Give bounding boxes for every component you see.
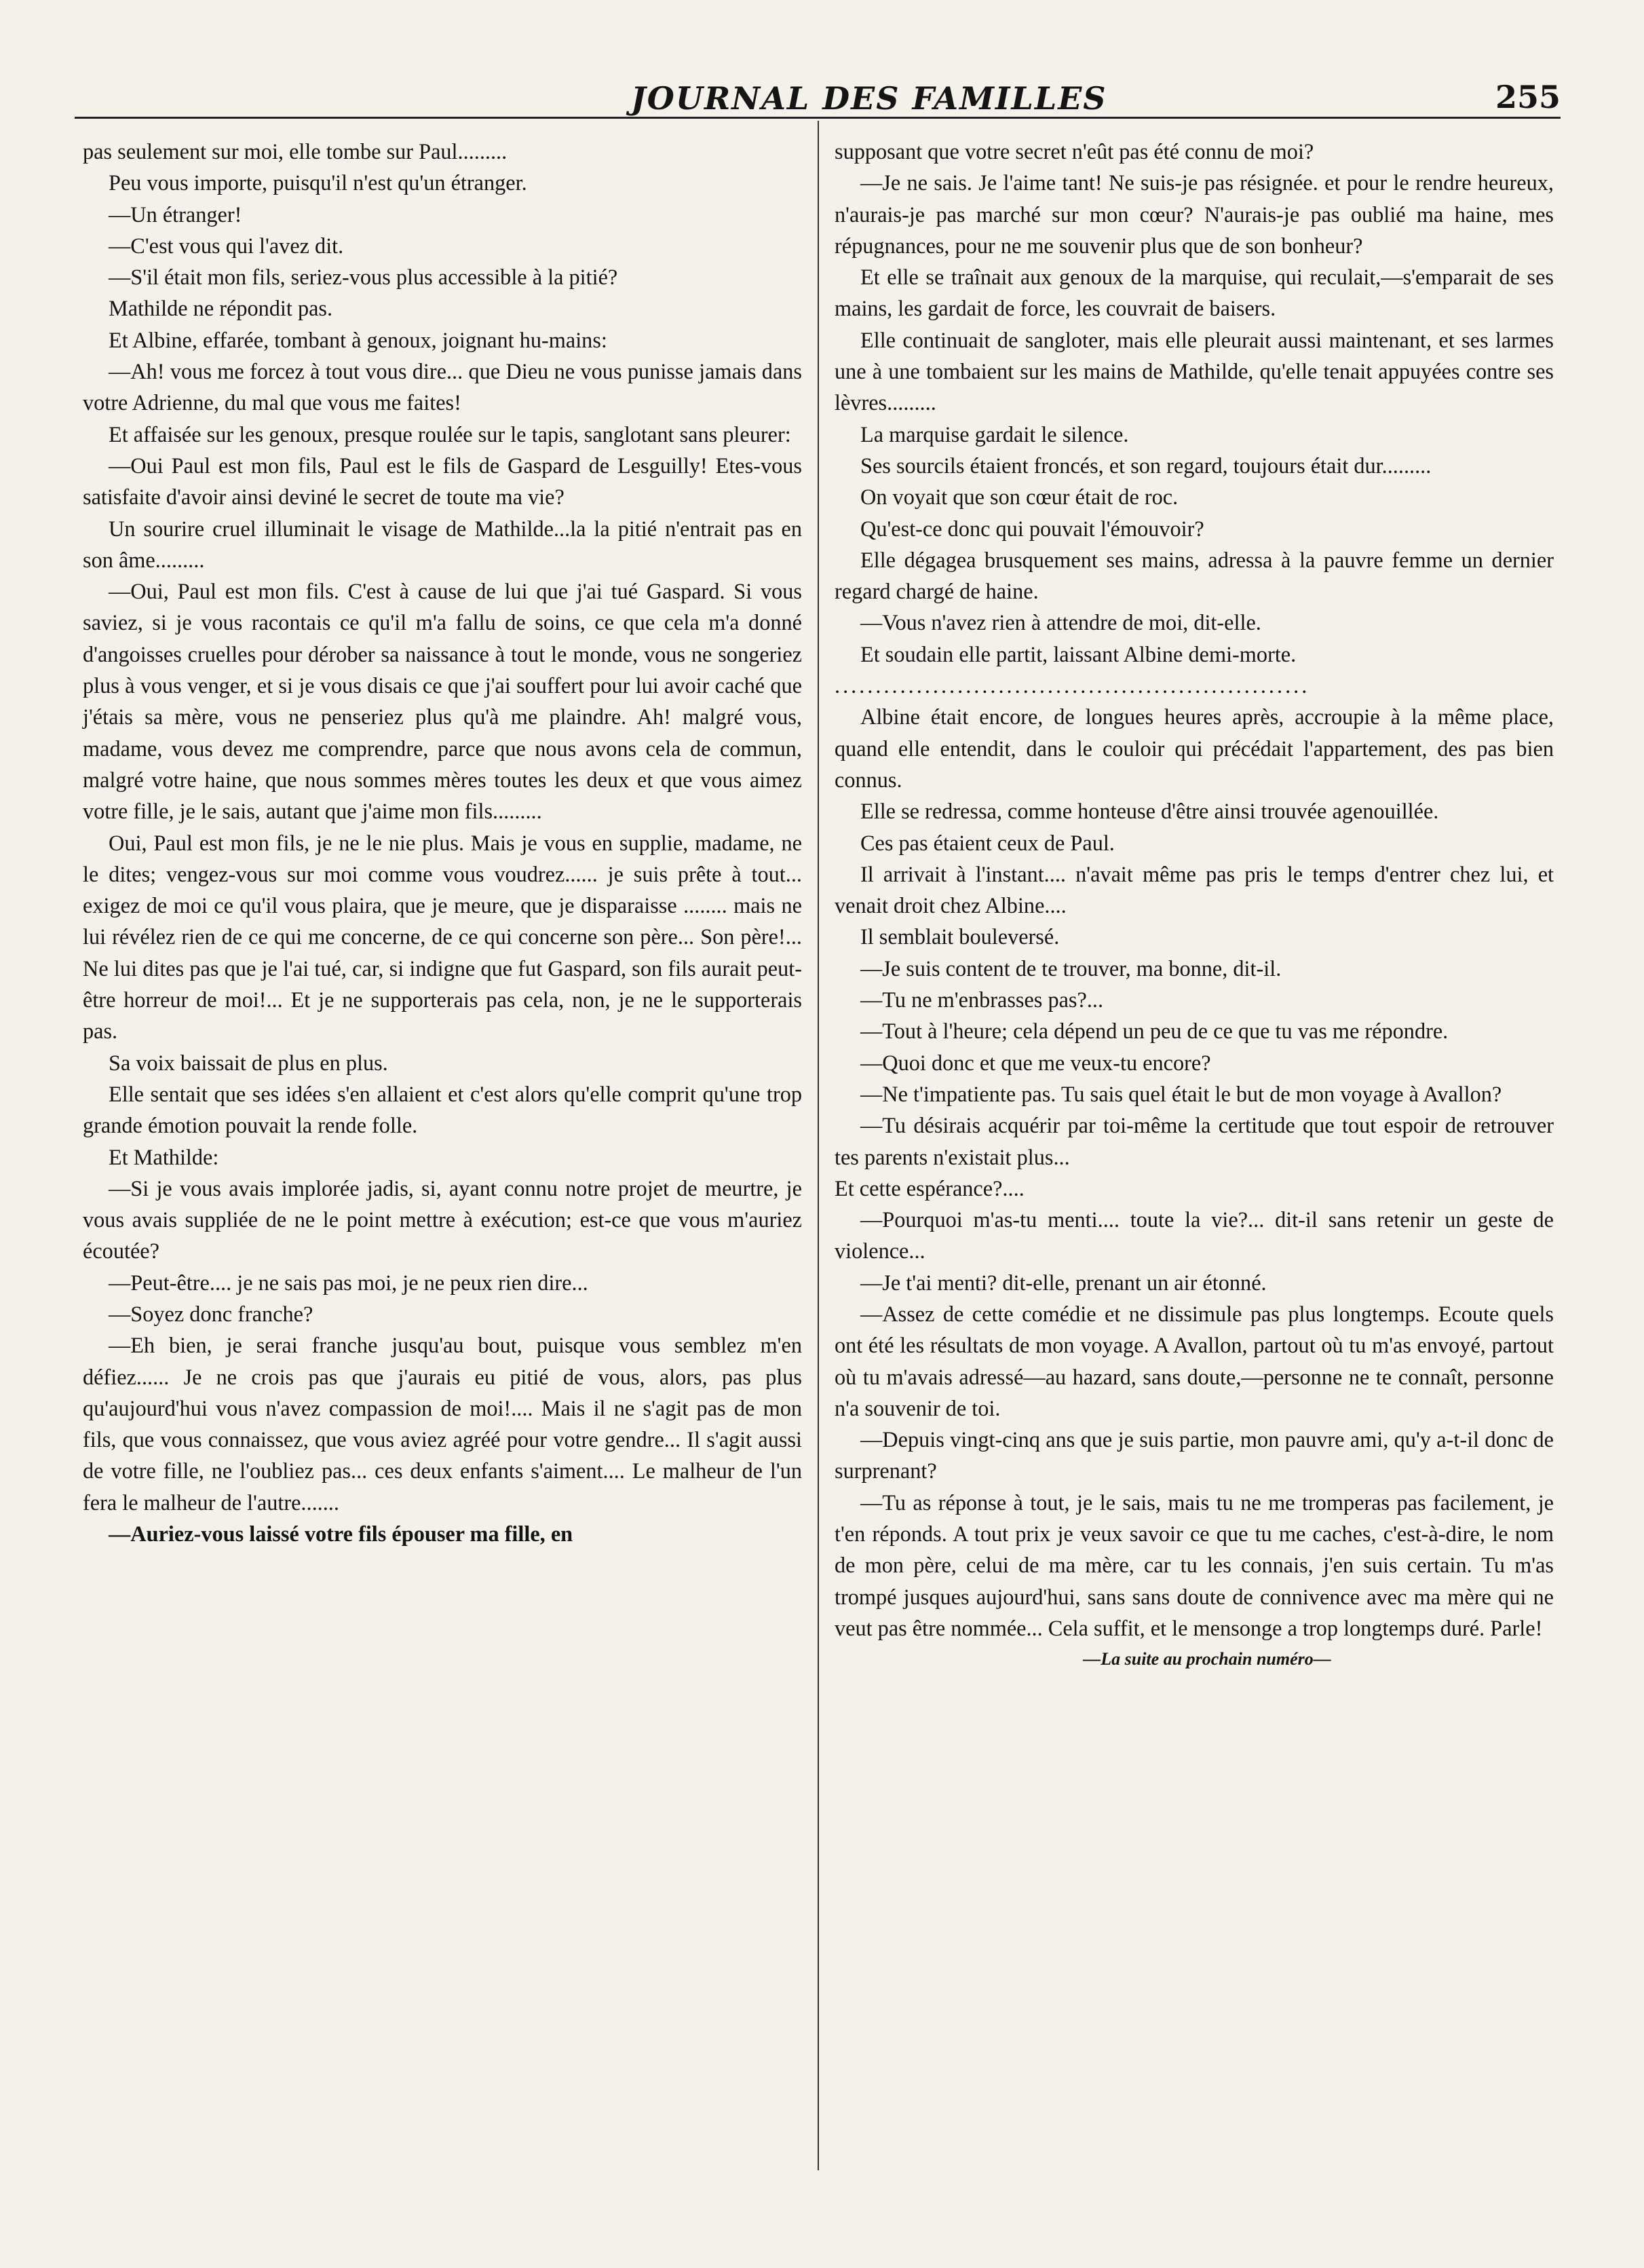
paragraph: —Je ne sais. Je l'aime tant! Ne suis-je pas résignée. et pour le rendre heureux, n'aurais-je pas marché sur mon cœur? N'aurais-je pas oublié ma haine, mes répugnances, pour ne me souvenir plus que de son bonheur? (835, 170, 1554, 258)
page-header (75, 76, 1561, 119)
paragraph: —Pourquoi m'as-tu menti.... toute la vie?... dit-il sans retenir un geste de violence... (835, 1207, 1554, 1264)
paragraph: Ses sourcils étaient froncés, et son regard, toujours était dur......... (860, 453, 1432, 478)
paragraph: —Peut-être.... je ne sais pas moi, je ne peux rien dire... (109, 1270, 588, 1295)
running-title: JOURNAL DES FAMILLES (631, 80, 1107, 117)
paragraph: Qu'est-ce donc qui pouvait l'émouvoir? (860, 516, 1204, 541)
right-column (835, 136, 1554, 1676)
paragraph: —Tu ne m'enbrasses pas?... (860, 987, 1104, 1013)
paragraph: —Quoi donc et que me veux-tu encore? (860, 1050, 1211, 1075)
paragraph: —Tout à l'heure; cela dépend un peu de ce que tu vas me répondre. (860, 1019, 1449, 1044)
paragraph: —Vous n'avez rien à attendre de moi, dit-elle. (860, 610, 1261, 635)
paragraph: Sa voix baissait de plus en plus. (109, 1050, 388, 1075)
paragraph: —Oui Paul est mon fils, Paul est le fils de Gaspard de Lesguilly! Etes-vous satisfaite d'avoir ainsi deviné le secret de toute ma vie? (83, 453, 802, 510)
paragraph: —Tu as réponse à tout, je le sais, mais tu ne me tromperas pas facilement, je t'en réponds. A tout prix je veux savoir ce que tu me caches, c'est-à-dire, le nom de mon père, celui de ma mère, car tu les connais, j'en suis certain. Tu m'as trompé jusques aujourd'hui, sans sans doute de connivence avec ma mère qui ne veut pas être nommée... Cela suffit, et le mensonge a trop longtemps duré. Parle! (835, 1490, 1554, 1640)
paragraph: Et soudain elle partit, laissant Albine demi-morte. (860, 641, 1297, 666)
column-divider (818, 121, 819, 2170)
section-break-dots: .......................................................... (835, 673, 1310, 698)
paragraph: Ces pas étaient ceux de Paul. (860, 830, 1115, 855)
paragraph: —Un étranger! (109, 202, 242, 227)
paragraph: —Tu désirais acquérir par toi-même la certitude que tout espoir de retrouver tes parents n'existait plus... (835, 1113, 1554, 1169)
paragraph: Et Mathilde: (109, 1144, 219, 1169)
paragraph: supposant que votre secret n'eût pas été connu de moi? (835, 139, 1314, 164)
paragraph: —C'est vous qui l'avez dit. (109, 233, 344, 258)
page-number: 255 (1495, 79, 1561, 115)
paragraph: Albine était encore, de longues heures après, accroupie à la même place, quand elle entendit, dans le couloir qui précédait l'appartement, des pas bien connus. (835, 704, 1554, 792)
paragraph: —Depuis vingt-cinq ans que je suis partie, mon pauvre ami, qu'y a-t-il donc de surprenant? (835, 1427, 1554, 1483)
paragraph: —Ne t'impatiente pas. Tu sais quel était le but de mon voyage à Avallon? (860, 1081, 1502, 1106)
paragraph: —Soyez donc franche? (109, 1301, 313, 1326)
paragraph: Et Albine, effarée, tombant à genoux, joignant hu-mains: (109, 327, 607, 352)
paragraph: Et elle se traînait aux genoux de la marquise, qui reculait,—s'emparait de ses mains, les gardait de force, les couvrait de baisers. (835, 265, 1554, 321)
paragraph: Il semblait bouleversé. (860, 924, 1060, 949)
paragraph: Peu vous importe, puisqu'il n'est qu'un étranger. (109, 170, 527, 195)
left-column (83, 136, 802, 1549)
paragraph: Elle dégagea brusquement ses mains, adressa à la pauvre femme un dernier regard chargé de haine. (835, 547, 1554, 604)
paragraph: Elle sentait que ses idées s'en allaient et c'est alors qu'elle comprit qu'une trop grande émotion pouvait la rende folle. (83, 1081, 802, 1138)
paragraph: Et cette espérance?.... (835, 1175, 1025, 1201)
paragraph: —Auriez-vous laissé votre fils épouser ma fille, en (109, 1522, 573, 1547)
paragraph: Mathilde ne répondit pas. (109, 296, 333, 321)
paragraph: Elle se redressa, comme honteuse d'être ainsi trouvée agenouillée. (860, 799, 1439, 824)
paragraph: —Je suis content de te trouver, ma bonne, dit-il. (860, 956, 1282, 981)
paragraph: Un sourire cruel illuminait le visage de Mathilde...la la pitié n'entrait pas en son âme......... (83, 516, 802, 572)
paragraph: pas seulement sur moi, elle tombe sur Paul......... (83, 139, 508, 164)
paragraph: —Oui, Paul est mon fils. C'est à cause de lui que j'ai tué Gaspard. Si vous saviez, si je vous racontais ce qu'il m'a fallu de soins, ce que cela m'a donné d'angoisses cruelles pour dérober sa naissance à tout le monde, vous ne songeriez plus à vous venger, et si je vous disais ce que j'ai souffert pour lui avoir caché que j'étais sa mère, vous ne penseriez plus qu'à me plaindre. Ah! malgré vous, madame, vous devez me comprendre, parce que nous avons cela de commun, malgré votre haine, que nous sommes mères toutes les deux et que vous aimez votre fille, je le sais, autant que j'aime mon fils......... (83, 579, 802, 824)
continued-notice: —La suite au prochain numéro— (1083, 1649, 1331, 1669)
paragraph: —Ah! vous me forcez à tout vous dire... que Dieu ne vous punisse jamais dans votre Adrienne, du mal que vous me faites! (83, 359, 802, 415)
paragraph: —Assez de cette comédie et ne dissimule pas plus longtemps. Ecoute quels ont été les résultats de mon voyage. A Avallon, partout où tu m'as envoyé, partout où tu m'avais adressé—au hazard, sans doute,—personne ne te connaît, personne n'a souvenir de toi. (835, 1301, 1554, 1420)
paragraph: On voyait que son cœur était de roc. (860, 485, 1179, 510)
paragraph: Il arrivait à l'instant.... n'avait même pas pris le temps d'entrer chez lui, et venait droit chez Albine.... (835, 861, 1554, 918)
paragraph: Elle continuait de sangloter, mais elle pleurait aussi maintenant, et ses larmes une à une tombaient sur les mains de Mathilde, qu'elle tenait appuyées contre ses lèvres......... (835, 327, 1554, 415)
paragraph: La marquise gardait le silence. (860, 421, 1129, 447)
paragraph: —S'il était mon fils, seriez-vous plus accessible à la pitié? (109, 265, 618, 290)
paragraph: —Eh bien, je serai franche jusqu'au bout, puisque vous semblez m'en défiez...... Je ne crois pas que j'aurais eu pitié de vous, alors, pas plus qu'aujourd'hui vous n'avez compassion de moi!.... Mais il ne s'agit pas de mon fils, que vous connaissez, que vous aviez agréé pour votre gendre... Il s'agit aussi de votre fille, ne l'oubliez pas... ces deux enfants s'aiment.... Le malheur de l'un fera le malheur de l'autre....... (83, 1333, 802, 1515)
paragraph: Et affaisée sur les genoux, presque roulée sur le tapis, sanglotant sans pleurer: (109, 421, 791, 447)
paragraph: —Je t'ai menti? dit-elle, prenant un air étonné. (860, 1270, 1267, 1295)
paragraph: —Si je vous avais implorée jadis, si, ayant connu notre projet de meurtre, je vous avais suppliée de ne le point mettre à exécution; est-ce que vous m'auriez écoutée? (83, 1175, 802, 1264)
paragraph: Oui, Paul est mon fils, je ne le nie plus. Mais je vous en supplie, madame, ne le dites; vengez-vous sur moi comme vous voudrez...... je suis prête à tout... exigez de moi ce qu'il vous plaira, que je meure, que je disparaisse ........ mais ne lui révélez rien de ce qui me concerne, de ce qui concerne son père... Son père!... Ne lui dites pas que je l'ai tué, car, si indigne que fut Gaspard, son fils aurait peut-être horreur de moi!... Et je ne supporterais pas cela, non, je ne le supporterais pas. (83, 830, 802, 1044)
